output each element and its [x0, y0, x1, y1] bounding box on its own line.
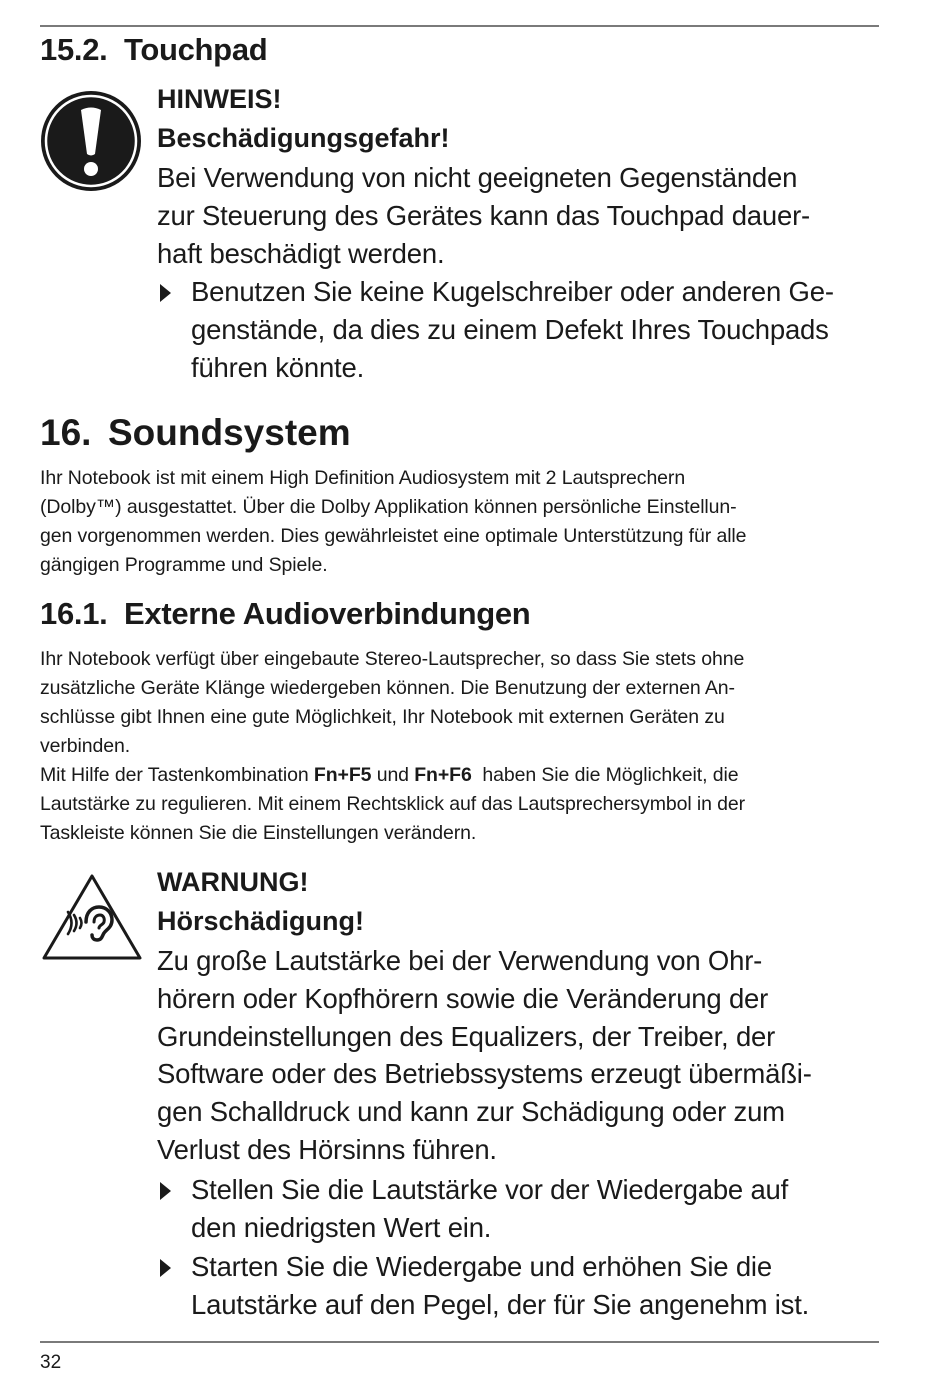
notice-subtitle: Hörschädigung! [157, 906, 364, 936]
text-line: genstände, da dies zu einem Defekt Ihres Touchpads [191, 314, 829, 346]
section-title: Externe Audioverbindungen [124, 596, 531, 631]
section-heading-15-2 [40, 32, 267, 68]
section-number: 15.2. [40, 32, 108, 67]
page-number: 32 [40, 1352, 62, 1373]
text-line: Verlust des Hörsinns führen. [157, 1133, 497, 1165]
exclamation-icon [40, 90, 142, 197]
text-line: Ihr Notebook ist mit einem High Definition Audiosystem mit 2 Lautsprechern [40, 467, 686, 489]
text-line: Lautstärke auf den Pegel, der für Sie angenehm ist. [191, 1289, 810, 1321]
bullet-item [157, 1171, 887, 1247]
section-heading-16 [40, 412, 351, 454]
text-line: Grundeinstellungen des Equalizers, der Treiber, der [157, 1020, 776, 1052]
paragraph-soundsystem [40, 464, 890, 580]
text-line: haft beschädigt werden. [157, 237, 445, 269]
hotkey-fn-f5: Fn+F5 [313, 764, 372, 786]
section-title: Touchpad [124, 32, 268, 67]
notice-label: HINWEIS! [157, 84, 282, 114]
text-line: Ihr Notebook verfügt über eingebaute Stereo-Lautsprecher, so dass Sie stets ohne [40, 648, 745, 670]
bullet-arrow-icon [160, 1182, 171, 1200]
text-line: Zu große Lautstärke bei der Verwendung von Ohr- [157, 945, 763, 976]
notice-label: WARNUNG! [157, 867, 309, 897]
bullet-arrow-icon [160, 284, 171, 302]
text-span: haben Sie die Möglichkeit, die [471, 764, 739, 786]
text-line: Starten Sie die Wiedergabe und erhöhen Sie die [191, 1251, 772, 1283]
text-line: (Dolby™) ausgestattet. Über die Dolby Applikation können persönliche Einstellun- [40, 496, 737, 518]
text-line: zusätzliche Geräte Klänge wiedergeben können. Die Benutzung der externen An- [40, 677, 735, 699]
text-span: Mit Hilfe der Tastenkombination [40, 764, 314, 786]
notice-text [157, 159, 887, 272]
hotkey-fn-f6: Fn+F6 [414, 764, 472, 786]
text-line: schlüsse gibt Ihnen eine gute Möglichkeit, Ihr Notebook mit externen Geräten zu [40, 706, 725, 728]
notice-warnung [157, 863, 887, 1324]
notice-text [157, 942, 887, 1169]
hearing-warning-icon [40, 872, 144, 967]
text-line: hörern oder Kopfhörern sowie die Veränderung der [157, 982, 769, 1014]
bullet-item [157, 1248, 887, 1324]
text-span: und [371, 764, 415, 786]
paragraph-audio [40, 645, 890, 848]
text-line: zur Steuerung des Gerätes kann das Touchpad dauer- [157, 199, 810, 231]
top-rule [40, 25, 879, 27]
text-line: Software oder des Betriebssystems erzeugt übermäßi- [157, 1058, 812, 1090]
notice-subtitle: Beschädigungsgefahr! [157, 123, 450, 153]
text-line: gen vorgenommen werden. Dies gewährleistet eine optimale Unterstützung für alle [40, 525, 747, 547]
section-heading-16-1 [40, 596, 530, 632]
bullet-item [157, 273, 887, 386]
text-line: Bei Verwendung von nicht geeigneten Gegenständen [157, 162, 798, 193]
text-line: den niedrigsten Wert ein. [191, 1211, 492, 1243]
bottom-rule [40, 1341, 879, 1343]
section-number: 16. [40, 412, 92, 453]
section-number: 16.1. [40, 596, 108, 631]
section-title: Soundsystem [108, 412, 351, 453]
text-line: gängigen Programme und Spiele. [40, 554, 328, 576]
text-line: Taskleiste können Sie die Einstellungen verändern. [40, 822, 477, 844]
text-line: Lautstärke zu regulieren. Mit einem Rechtsklick auf das Lautsprechersymbol in der [40, 793, 746, 815]
text-line: führen könnte. [191, 351, 365, 383]
text-line: verbinden. [40, 735, 131, 757]
bullet-arrow-icon [160, 1259, 171, 1277]
text-line: Stellen Sie die Lautstärke vor der Wiedergabe auf [191, 1173, 789, 1205]
hotkey-line [40, 761, 890, 790]
text-line: Benutzen Sie keine Kugelschreiber oder anderen Ge- [191, 276, 834, 308]
notice-hinweis [157, 80, 887, 387]
text-line: gen Schalldruck und kann zur Schädigung oder zum [157, 1096, 785, 1128]
